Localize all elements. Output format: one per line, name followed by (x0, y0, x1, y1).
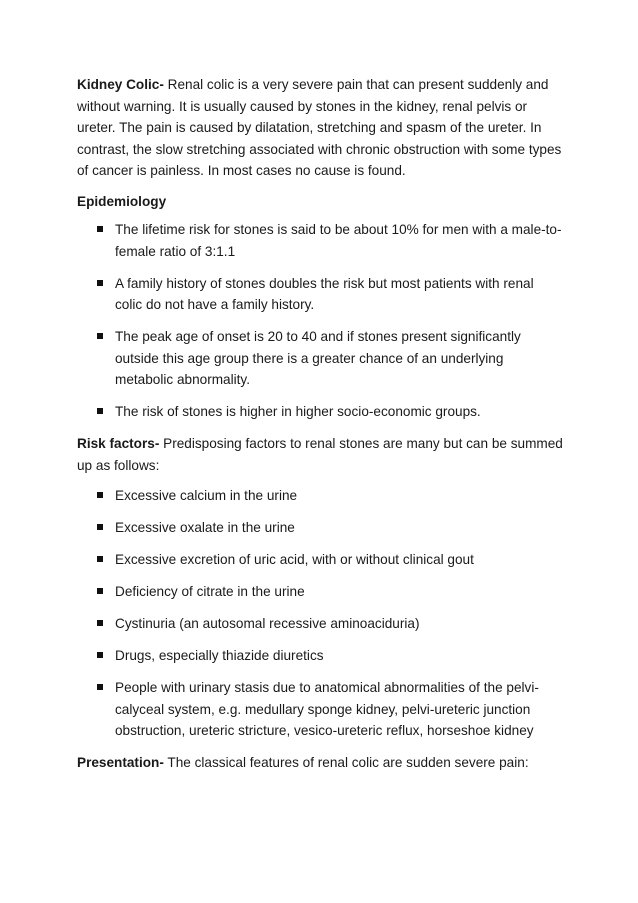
list-item (77, 273, 564, 316)
list-item-text: People with urinary stasis due to anatomical abnormalities of the pelvi-calyceal system, e.g. medullary sponge kidney, pelvi-ureteric junction obstruction, ureteric stricture, vesico-ureteric reflux, horseshoe kidney (115, 680, 539, 738)
intro-paragraph (77, 74, 564, 182)
list-item (77, 219, 564, 262)
list-item (77, 581, 564, 603)
presentation-paragraph (77, 752, 564, 774)
square-bullet-icon (97, 333, 103, 339)
risk-factors-list (77, 485, 564, 742)
list-item-text: Drugs, especially thiazide diuretics (115, 648, 324, 663)
square-bullet-icon (97, 588, 103, 594)
square-bullet-icon (97, 226, 103, 232)
intro-lead: Kidney Colic- (77, 77, 164, 92)
presentation-lead: Presentation- (77, 755, 164, 770)
list-item (77, 677, 564, 742)
list-item-text: The risk of stones is higher in higher socio-economic groups. (115, 404, 481, 419)
list-item-text: A family history of stones doubles the risk but most patients with renal colic do not have a family history. (115, 275, 534, 312)
list-item (77, 517, 564, 539)
risk-factors-paragraph (77, 433, 564, 476)
list-item-text: The peak age of onset is 20 to 40 and if stones present significantly outside this age group there is a greater chance of an underlying metabolic abnormality. (115, 329, 521, 387)
presentation-text: The classical features of renal colic are sudden severe pain: (163, 755, 529, 770)
list-item-text: Deficiency of citrate in the urine (115, 584, 305, 599)
square-bullet-icon (97, 684, 103, 690)
list-item (77, 645, 564, 667)
square-bullet-icon (97, 280, 103, 286)
list-item (77, 549, 564, 571)
list-item-text: Excessive oxalate in the urine (115, 520, 295, 535)
list-item-text: Excessive excretion of uric acid, with or without clinical gout (115, 552, 474, 567)
epidemiology-heading: Epidemiology (77, 193, 167, 209)
list-item-text: Excessive calcium in the urine (115, 488, 298, 503)
epidemiology-list (77, 219, 564, 423)
intro-text: Renal colic is a very severe pain that can present suddenly and without warning. It is usually caused by stones in the kidney, renal pelvis or ureter. The pain is caused by dilatation, stretching and spasm of the ureter. In contrast, the slow stretching associated with chronic obstruction with some types of cancer is painless. In most cases no cause is found. (77, 77, 562, 178)
list-item-text: Cystinuria (an autosomal recessive aminoaciduria) (115, 616, 420, 631)
list-item (77, 401, 564, 423)
square-bullet-icon (97, 524, 103, 530)
square-bullet-icon (97, 492, 103, 498)
square-bullet-icon (97, 620, 103, 626)
list-item-text: The lifetime risk for stones is said to be about 10% for men with a male-to-female ratio of 3:1.1 (115, 222, 562, 259)
list-item (77, 485, 564, 507)
risk-factors-text: Predisposing factors to renal stones are many but can be summed up as follows: (77, 436, 563, 473)
square-bullet-icon (97, 652, 103, 658)
square-bullet-icon (97, 556, 103, 562)
risk-factors-lead: Risk factors- (77, 436, 160, 451)
list-item (77, 326, 564, 391)
list-item (77, 613, 564, 635)
square-bullet-icon (97, 408, 103, 414)
